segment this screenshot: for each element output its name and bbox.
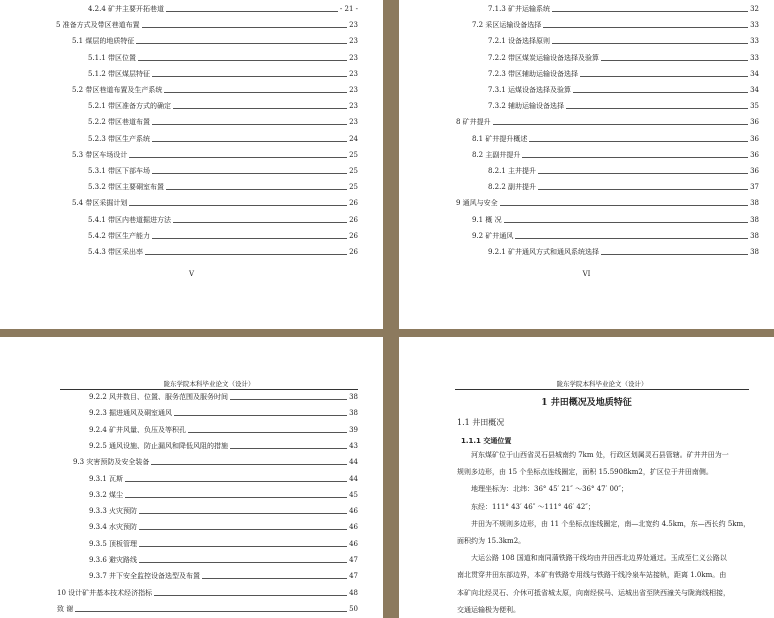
toc-leader-line <box>601 254 748 255</box>
toc-entry[interactable] <box>73 458 358 467</box>
section-heading: 1.1 井田概况 <box>457 418 505 427</box>
toc-entry[interactable] <box>88 118 358 127</box>
toc-leader-line <box>145 254 347 255</box>
toc-entry-page: 38 <box>750 231 759 240</box>
toc-entry[interactable] <box>56 21 358 30</box>
toc-entry[interactable] <box>88 167 358 176</box>
toc-entry[interactable] <box>88 54 358 63</box>
paragraph-line: 面积约为 15.3km2。 <box>457 537 526 545</box>
toc-entry-page: 26 <box>349 215 358 224</box>
toc-leader-line <box>515 238 748 239</box>
toc-entry-page: 23 <box>349 21 358 30</box>
toc-entry-label: 9.2.3 掘进通风及硐室通风 <box>89 409 173 418</box>
toc-entry[interactable] <box>72 37 358 46</box>
toc-leader-line <box>142 27 347 28</box>
toc-entry-label: 5.1.1 带区位置 <box>88 53 137 62</box>
toc-entry-page: 32 <box>750 5 759 13</box>
toc-entry-page: 47 <box>349 556 358 564</box>
toc-entry-page: 43 <box>349 441 358 450</box>
toc-entry-page: 45 <box>349 490 358 499</box>
toc-entry[interactable] <box>72 199 358 208</box>
toc-entry-page: 44 <box>349 474 358 483</box>
toc-entry-page: 34 <box>750 86 759 94</box>
toc-entry[interactable] <box>89 572 358 581</box>
toc-entry[interactable] <box>89 507 358 516</box>
paragraph-line: 大运公路 108 国道和南同蒲铁路干线均由井田西北边界处通过。玉成至仁义公路以 <box>471 554 727 563</box>
toc-entry-page: 38 <box>750 215 759 224</box>
toc-entry-page: 26 <box>349 231 358 240</box>
toc-entry-page: 36 <box>750 167 759 175</box>
toc-leader-line <box>173 222 347 223</box>
toc-entry[interactable] <box>488 54 759 63</box>
toc-entry-page: 23 <box>349 53 358 62</box>
toc-entry-page: 35 <box>750 102 759 111</box>
document-page-2 <box>399 0 774 329</box>
toc-entry[interactable] <box>472 151 759 160</box>
toc-leader-line <box>552 43 748 44</box>
document-page-1 <box>0 0 383 329</box>
toc-leader-line <box>139 513 347 514</box>
toc-entry-page: 46 <box>349 539 358 548</box>
toc-entry[interactable] <box>456 118 759 127</box>
toc-entry-label: 8.2.1 主井提升 <box>488 167 537 175</box>
toc-entry-label: 9.2.1 矿井通风方式和通风系统选择 <box>488 248 600 256</box>
toc-entry-label: 5.2 带区巷道布置及生产系统 <box>72 86 163 94</box>
toc-entry-page: 46 <box>349 507 358 516</box>
toc-entry-label: 9.1 概 况 <box>472 215 502 224</box>
toc-entry[interactable] <box>488 183 759 192</box>
toc-entry-label: 5.3.1 带区下部车场 <box>88 167 151 175</box>
toc-entry-page: 36 <box>750 118 759 127</box>
toc-leader-line <box>202 578 347 579</box>
toc-entry-page: 47 <box>349 572 358 581</box>
toc-leader-line <box>500 205 748 206</box>
toc-entry-label: 9.2.2 风井数目、位置、服务范围及服务时间 <box>89 393 229 401</box>
toc-leader-line <box>139 529 347 530</box>
toc-entry[interactable] <box>472 232 759 241</box>
paragraph-line: 河东煤矿位于山西省灵石县城南约 7km 处，行政区划属灵石县管辖。矿井井田为一 <box>471 451 729 459</box>
toc-entry[interactable] <box>88 70 358 79</box>
toc-entry-page: 36 <box>750 134 759 143</box>
toc-entry-label: 7.3.2 辅助运输设备选择 <box>488 102 565 111</box>
toc-entry-label: 9.2.5 通风设施、防止漏风和降低风阻的措施 <box>89 441 229 450</box>
toc-entry[interactable] <box>456 199 759 208</box>
toc-leader-line <box>129 157 347 158</box>
toc-entry-page: 26 <box>349 199 358 208</box>
toc-entry-label: 9 通风与安全 <box>456 199 498 208</box>
toc-leader-line <box>166 11 338 12</box>
toc-entry-page: 24 <box>349 134 358 143</box>
toc-leader-line <box>152 141 347 142</box>
toc-entry-label: 7.1.3 矿井运输系统 <box>488 5 551 13</box>
toc-entry-label: 8.2 主副井提升 <box>472 150 521 159</box>
toc-entry-label: 9.3.6 避灾路线 <box>89 556 138 564</box>
toc-entry-page: 23 <box>349 86 358 94</box>
document-page-3 <box>0 337 383 618</box>
toc-entry[interactable] <box>488 5 759 14</box>
toc-entry[interactable] <box>89 491 358 500</box>
toc-entry[interactable] <box>488 70 759 79</box>
toc-entry-page: 33 <box>750 37 759 46</box>
toc-entry[interactable] <box>57 605 358 614</box>
toc-leader-line <box>174 415 347 416</box>
toc-entry[interactable] <box>72 86 358 95</box>
toc-leader-line <box>552 11 748 12</box>
toc-entry[interactable] <box>488 167 759 176</box>
toc-entry-label: 5.3 带区车场设计 <box>72 150 128 159</box>
toc-entry[interactable] <box>88 135 358 144</box>
toc-entry-page: 25 <box>349 167 358 175</box>
toc-entry-page: 23 <box>349 118 358 127</box>
toc-leader-line <box>125 497 347 498</box>
toc-entry-label: 5.4.1 带区内巷道掘进方法 <box>88 215 172 224</box>
toc-leader-line <box>230 399 347 400</box>
toc-entry-label: 5.2.2 带区巷道布置 <box>88 118 151 127</box>
toc-entry-label: 5.4.3 带区采出率 <box>88 248 144 256</box>
toc-leader-line <box>154 595 347 596</box>
running-header: 陇东学院本科毕业论文（设计） <box>455 379 749 390</box>
toc-leader-line <box>538 189 748 190</box>
toc-leader-line <box>601 60 748 61</box>
toc-entry[interactable] <box>88 5 358 14</box>
toc-leader-line <box>230 448 347 449</box>
toc-entry-label: 7.2.3 带区辅助运输设备选择 <box>488 69 579 78</box>
toc-entry[interactable] <box>88 248 358 257</box>
paragraph-line: 井田为不规则多边形，由 11 个坐标点连线圈定，南—北宽约 4.5km，东—西长约 5km， <box>471 519 751 528</box>
toc-leader-line <box>75 611 347 612</box>
toc-entry-page: 38 <box>349 409 358 418</box>
toc-leader-line <box>173 108 347 109</box>
toc-entry-label: 9.3.1 瓦斯 <box>89 474 124 483</box>
toc-entry-label: 10 设计矿井基本技术经济指标 <box>57 588 153 597</box>
toc-leader-line <box>139 546 347 547</box>
toc-leader-line <box>493 124 748 125</box>
toc-entry[interactable] <box>88 183 358 192</box>
toc-leader-line <box>580 76 748 77</box>
toc-entry-label: 9.3.2 煤尘 <box>89 490 124 499</box>
toc-leader-line <box>152 238 347 239</box>
page-number: VI <box>582 270 591 278</box>
toc-entry[interactable] <box>89 442 358 451</box>
toc-leader-line <box>166 189 347 190</box>
toc-entry-page: 48 <box>349 588 358 597</box>
toc-leader-line <box>538 173 748 174</box>
toc-entry-page: 23 <box>349 69 358 78</box>
toc-entry-label: 5.1.2 带区煤层特征 <box>88 69 151 78</box>
toc-entry-page: 46 <box>349 523 358 532</box>
toc-entry-label: 5.3.2 带区主要硐室布置 <box>88 183 165 192</box>
toc-entry-label: 5 准备方式及带区巷道布置 <box>56 21 140 30</box>
toc-entry[interactable] <box>472 216 759 225</box>
paragraph-line: 南北贯穿井田东部边界，本矿有铁路专用线与铁路干线冷泉车站接轨，距离 1.0km。由 <box>457 571 727 580</box>
toc-leader-line <box>164 92 347 93</box>
toc-entry[interactable] <box>488 86 759 95</box>
toc-entry-label: 5.2.3 带区生产系统 <box>88 134 151 143</box>
toc-entry-page: 25 <box>349 150 358 159</box>
subsection-heading: 1.1.1 交通位置 <box>461 437 512 445</box>
toc-leader-line <box>543 27 748 28</box>
running-header: 陇东学院本科毕业论文（设计） <box>60 379 358 390</box>
toc-entry[interactable] <box>472 21 759 30</box>
toc-entry[interactable] <box>89 540 358 549</box>
toc-entry-page: 38 <box>750 248 759 256</box>
toc-entry-page: 50 <box>349 604 358 613</box>
toc-leader-line <box>504 222 748 223</box>
toc-leader-line <box>152 124 347 125</box>
toc-entry-label: 5.2.1 带区准备方式的确定 <box>88 102 172 111</box>
paragraph-line: 规则多边形，由 15 个坐标点连线圈定，面积 15.5908km2，扩区位于井田南侧。 <box>457 468 713 477</box>
toc-entry[interactable] <box>89 475 358 484</box>
toc-entry-page: 39 <box>349 425 358 434</box>
toc-entry[interactable] <box>88 102 358 111</box>
toc-entry-label: 8 矿井提升 <box>456 118 491 127</box>
toc-entry-page: 38 <box>349 393 358 401</box>
toc-leader-line <box>139 562 347 563</box>
toc-entry-label: 9.3 灾害预防及安全装备 <box>73 458 150 467</box>
toc-entry[interactable] <box>89 409 358 418</box>
toc-entry-label: 9.2 矿井通风 <box>472 231 514 240</box>
toc-entry-page: - 21 - <box>339 5 358 13</box>
toc-leader-line <box>529 141 748 142</box>
toc-leader-line <box>522 157 748 158</box>
toc-entry[interactable] <box>88 216 358 225</box>
toc-leader-line <box>152 173 347 174</box>
toc-entry-label: 致 谢 <box>57 604 74 613</box>
toc-entry[interactable] <box>472 135 759 144</box>
paragraph-line: 本矿向北经灵石、介休可抵省城太原，向南经侯马、运城出省至陕西潼关与陇海线相接， <box>457 588 730 597</box>
toc-entry[interactable] <box>89 523 358 532</box>
toc-entry-label: 9.3.3 火灾预防 <box>89 507 138 516</box>
paragraph-line: 地理坐标为：北纬：36° 45′ 21″ ～36° 47′ 00″； <box>471 485 628 494</box>
toc-leader-line <box>152 76 347 77</box>
toc-leader-line <box>151 464 347 465</box>
toc-entry-label: 5.4.2 带区生产能力 <box>88 231 151 240</box>
toc-entry-page: 38 <box>750 199 759 208</box>
toc-leader-line <box>129 205 347 206</box>
toc-entry-label: 9.3.4 水灾预防 <box>89 523 138 532</box>
toc-entry-label: 7.2 采区运输设备选择 <box>472 21 542 30</box>
toc-entry-label: 9.3.7 井下安全监控设备选型及布置 <box>89 572 201 581</box>
toc-entry[interactable] <box>88 232 358 241</box>
toc-entry-page: 26 <box>349 248 358 256</box>
toc-entry[interactable] <box>89 556 358 565</box>
toc-entry[interactable] <box>72 151 358 160</box>
toc-entry-page: 25 <box>349 183 358 192</box>
toc-entry-page: 23 <box>349 37 358 46</box>
toc-entry-label: 5.4 带区采掘计划 <box>72 199 128 208</box>
toc-entry-label: 8.1 矿井提升概述 <box>472 134 528 143</box>
toc-entry-page: 33 <box>750 53 759 62</box>
toc-leader-line <box>138 60 347 61</box>
chapter-title: 1 井田概况及地质特征 <box>541 398 632 408</box>
toc-entry-label: 7.2.2 带区煤炭运输设备选择及验算 <box>488 53 600 62</box>
toc-entry-label: 7.2.1 设备选择原则 <box>488 37 551 46</box>
toc-leader-line <box>136 43 347 44</box>
toc-entry[interactable] <box>89 426 358 435</box>
toc-leader-line <box>188 432 347 433</box>
toc-entry-label: 9.3.5 顶板管理 <box>89 539 138 548</box>
toc-entry-page: 37 <box>750 183 759 192</box>
toc-entry[interactable] <box>89 393 358 402</box>
toc-entry-label: 8.2.2 副井提升 <box>488 183 537 192</box>
document-page-4 <box>399 337 774 618</box>
paragraph-line: 交通运输极为便利。 <box>457 605 520 614</box>
toc-entry-page: 23 <box>349 102 358 111</box>
toc-entry-label: 4.2.4 矿井主要开拓巷道 <box>88 5 165 13</box>
toc-leader-line <box>125 481 347 482</box>
toc-entry-label: 9.2.4 矿井风量、负压及等积孔 <box>89 425 187 434</box>
toc-entry-page: 34 <box>750 69 759 78</box>
toc-entry-label: 7.3.1 运煤设备选择及验算 <box>488 86 572 94</box>
paragraph-line: 东经：111° 43′ 46″ ～111° 46′ 42″； <box>471 502 595 511</box>
toc-entry[interactable] <box>57 589 358 598</box>
toc-leader-line <box>566 108 748 109</box>
toc-entry[interactable] <box>488 248 759 257</box>
toc-entry[interactable] <box>488 37 759 46</box>
toc-entry-page: 36 <box>750 150 759 159</box>
toc-entry-label: 5.1 煤层的地质特征 <box>72 37 135 46</box>
toc-entry-page: 44 <box>349 458 358 467</box>
toc-entry[interactable] <box>488 102 759 111</box>
toc-leader-line <box>573 92 748 93</box>
toc-entry-page: 33 <box>750 21 759 30</box>
page-number: V <box>188 270 195 278</box>
